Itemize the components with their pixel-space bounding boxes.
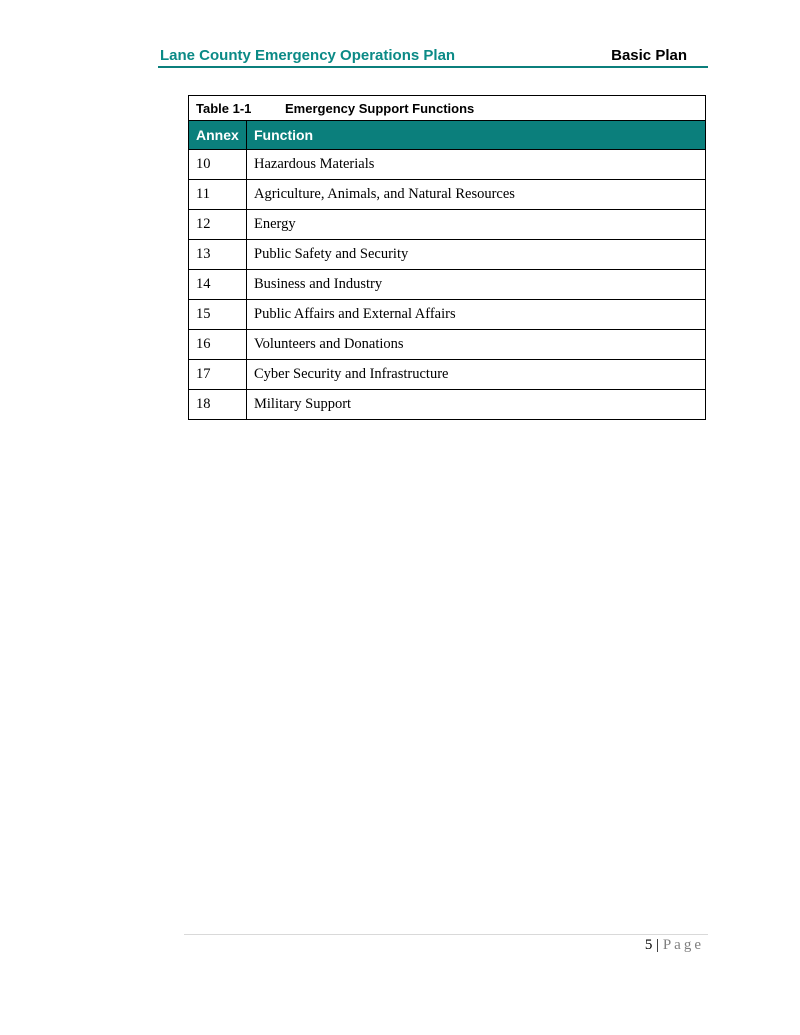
table-row: [189, 390, 706, 420]
table-caption-row: [189, 96, 706, 121]
function-cell: Agriculture, Animals, and Natural Resources: [247, 180, 706, 210]
page-label: Page: [662, 937, 704, 953]
table-row: [189, 150, 706, 180]
footer-divider: [184, 934, 708, 935]
table-row: [189, 210, 706, 240]
function-cell: Energy: [247, 210, 706, 240]
section-title: Basic Plan: [611, 47, 687, 64]
annex-cell: 15: [189, 300, 247, 330]
annex-cell: 17: [189, 360, 247, 390]
annex-cell: 11: [189, 180, 247, 210]
table-row: [189, 360, 706, 390]
function-cell: Business and Industry: [247, 270, 706, 300]
annex-cell: 13: [189, 240, 247, 270]
page-footer: [645, 936, 704, 954]
annex-cell: 12: [189, 210, 247, 240]
table-caption-title: Emergency Support Functions: [285, 100, 475, 116]
page-header: [158, 47, 708, 68]
esf-table: [188, 95, 706, 420]
table-row: [189, 300, 706, 330]
function-cell: Volunteers and Donations: [247, 330, 706, 360]
table-caption: [189, 96, 706, 121]
column-header-annex: Annex: [189, 121, 247, 150]
annex-cell: 14: [189, 270, 247, 300]
function-cell: Public Affairs and External Affairs: [247, 300, 706, 330]
esf-table-container: [188, 95, 706, 420]
page-number: 5: [644, 937, 653, 953]
document-title: Lane County Emergency Operations Plan: [160, 47, 456, 64]
function-cell: Cyber Security and Infrastructure: [247, 360, 706, 390]
annex-cell: 16: [189, 330, 247, 360]
annex-cell: 18: [189, 390, 247, 420]
page-separator: |: [656, 937, 660, 953]
column-header-function: Function: [247, 121, 706, 150]
table-row: [189, 270, 706, 300]
function-cell: Public Safety and Security: [247, 240, 706, 270]
table-row: [189, 240, 706, 270]
annex-cell: 10: [189, 150, 247, 180]
function-cell: Military Support: [247, 390, 706, 420]
table-row: [189, 180, 706, 210]
table-caption-number: Table 1-1: [196, 100, 252, 116]
table-header-row: [189, 121, 706, 150]
function-cell: Hazardous Materials: [247, 150, 706, 180]
table-row: [189, 330, 706, 360]
